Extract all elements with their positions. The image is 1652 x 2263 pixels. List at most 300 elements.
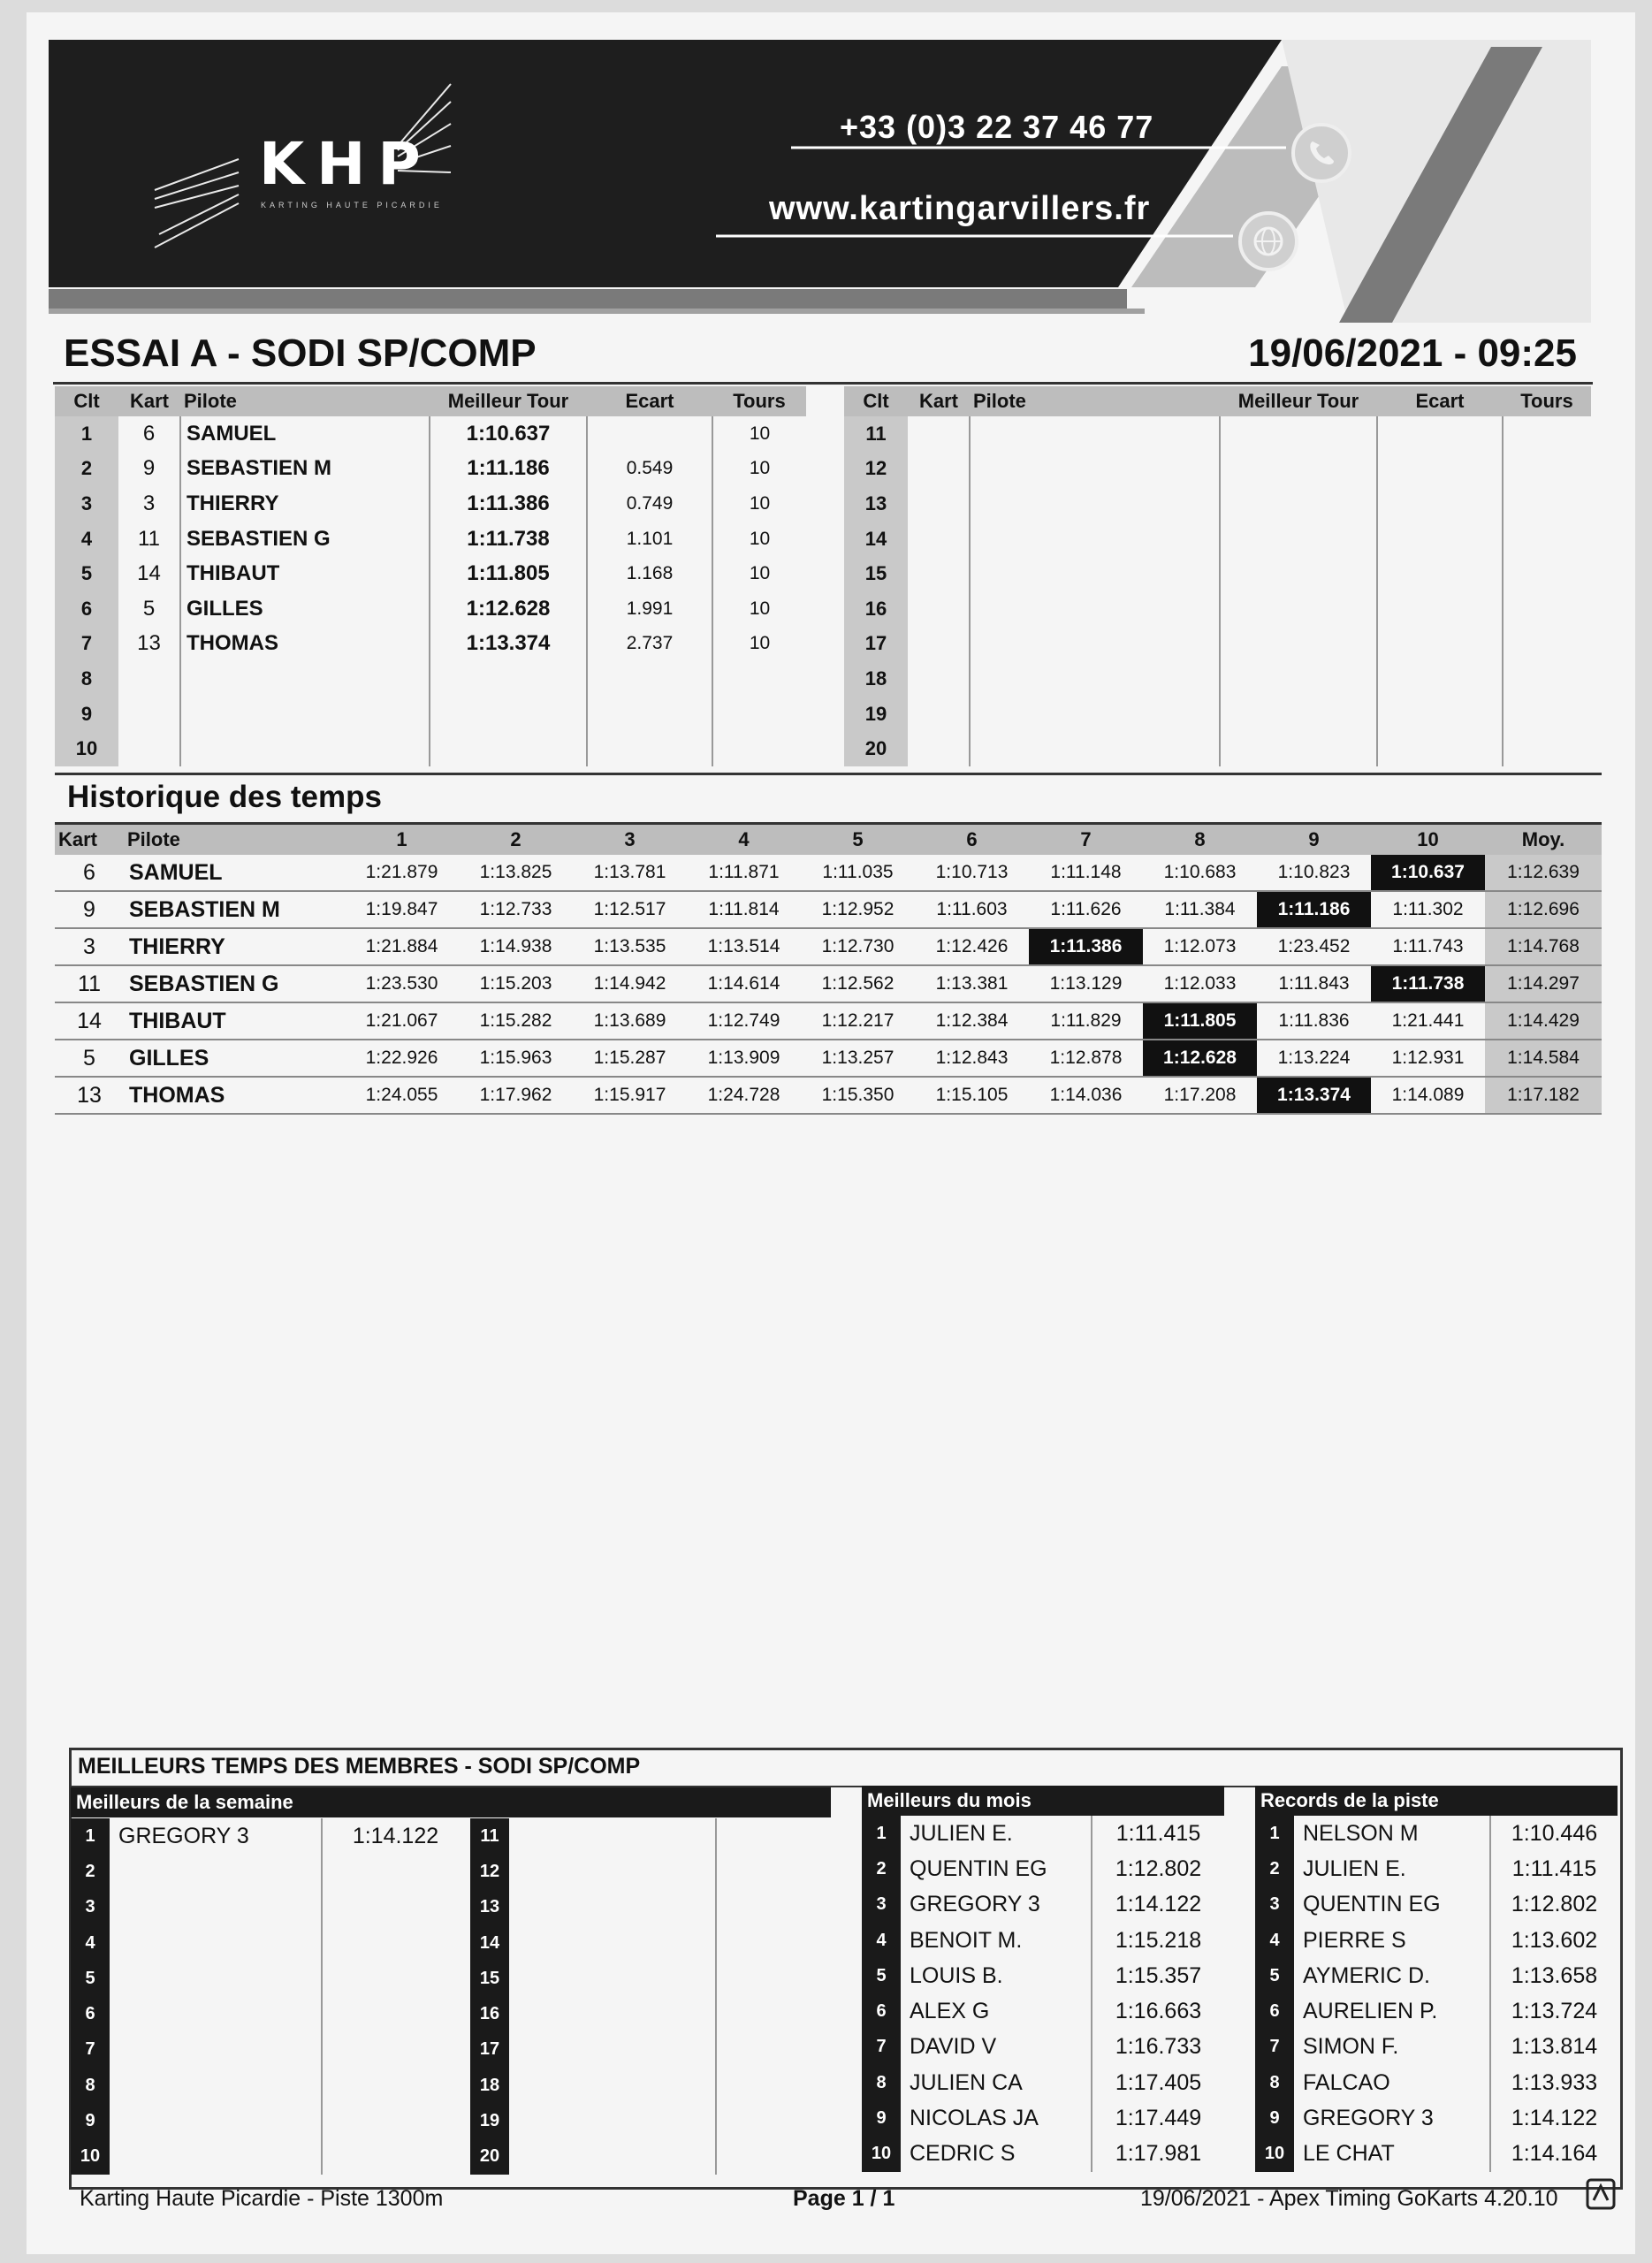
table-row bbox=[55, 697, 806, 732]
list-item bbox=[470, 1961, 831, 1996]
member-time bbox=[716, 1854, 831, 1889]
laps-cell: 10 bbox=[749, 528, 771, 549]
lap-time: 1:12.749 bbox=[687, 1002, 801, 1040]
laps-cell: 10 bbox=[749, 492, 771, 514]
laps-cell bbox=[1503, 416, 1591, 452]
position-cell: 10 bbox=[55, 731, 118, 766]
best-lap-cell bbox=[1220, 486, 1377, 522]
member-time bbox=[322, 1996, 468, 2031]
rank-cell: 3 bbox=[71, 1890, 110, 1925]
lap-time: 1:15.203 bbox=[459, 965, 573, 1002]
member-time: 1:13.724 bbox=[1511, 1999, 1598, 2024]
list-item bbox=[71, 1961, 468, 1996]
col-best-lap: Meilleur Tour bbox=[1220, 386, 1377, 416]
driver-cell bbox=[970, 661, 1220, 697]
member-name: JULIEN E. bbox=[1294, 1851, 1490, 1886]
driver-cell bbox=[970, 697, 1220, 732]
history-col-header: 6 bbox=[915, 825, 1029, 855]
history-col-header: Kart bbox=[55, 825, 124, 855]
history-header-row bbox=[55, 825, 1602, 855]
records-heading: Records de la piste bbox=[1255, 1786, 1618, 1816]
kart-cell: 13 bbox=[55, 1077, 124, 1114]
driver-cell: SEBASTIEN G bbox=[124, 965, 345, 1002]
rank-cell: 7 bbox=[71, 2032, 110, 2068]
rank-cell: 10 bbox=[71, 2139, 110, 2175]
member-time: 1:16.663 bbox=[1115, 1999, 1202, 2024]
rank-cell: 12 bbox=[470, 1854, 509, 1889]
gap-cell bbox=[1377, 486, 1503, 522]
classification-rule bbox=[55, 773, 1602, 775]
lap-time: 1:11.836 bbox=[1257, 1002, 1371, 1040]
rank-cell: 17 bbox=[470, 2032, 509, 2068]
lap-time: 1:15.350 bbox=[801, 1077, 915, 1114]
table-row bbox=[844, 416, 1591, 452]
kart-cell: 5 bbox=[118, 591, 180, 627]
member-time: 1:14.122 bbox=[1115, 1892, 1202, 1917]
lap-time: 1:11.148 bbox=[1029, 855, 1143, 891]
member-name bbox=[509, 1961, 716, 1996]
best-lap-time: 1:11.186 bbox=[1257, 891, 1371, 928]
rank-cell: 8 bbox=[862, 2065, 901, 2100]
lap-time: 1:11.743 bbox=[1371, 928, 1485, 965]
history-row bbox=[55, 891, 1602, 928]
driver-cell: SEBASTIEN G bbox=[180, 522, 430, 557]
lap-time: 1:15.282 bbox=[459, 1002, 573, 1040]
member-time bbox=[322, 2032, 468, 2068]
lap-time: 1:10.683 bbox=[1143, 855, 1257, 891]
lap-time: 1:14.089 bbox=[1371, 1077, 1485, 1114]
kart-cell bbox=[908, 697, 970, 732]
list-item bbox=[862, 2030, 1224, 2065]
lap-time: 1:13.514 bbox=[687, 928, 801, 965]
table-row bbox=[55, 452, 806, 487]
driver-cell: SEBASTIEN M bbox=[180, 452, 430, 487]
member-time bbox=[322, 2068, 468, 2103]
gap-cell bbox=[1377, 731, 1503, 766]
average-time: 1:14.429 bbox=[1485, 1002, 1602, 1040]
list-item bbox=[470, 2139, 831, 2175]
best-lap-cell: 1:11.738 bbox=[430, 522, 587, 557]
member-time: 1:17.405 bbox=[1115, 2069, 1202, 2095]
session-datetime: 19/06/2021 - 09:25 bbox=[1248, 331, 1577, 375]
position-cell: 11 bbox=[844, 416, 908, 452]
position-cell: 18 bbox=[844, 661, 908, 697]
member-name: SIMON F. bbox=[1294, 2030, 1490, 2065]
list-item bbox=[1255, 2100, 1618, 2136]
member-name: JULIEN E. bbox=[901, 1816, 1092, 1851]
position-cell: 13 bbox=[844, 486, 908, 522]
laps-cell: 10 bbox=[749, 423, 771, 444]
kart-cell bbox=[908, 416, 970, 452]
member-time bbox=[716, 1996, 831, 2031]
member-time bbox=[716, 1890, 831, 1925]
lap-time: 1:14.942 bbox=[573, 965, 687, 1002]
driver-cell: THOMAS bbox=[124, 1077, 345, 1114]
history-col-header: 2 bbox=[459, 825, 573, 855]
member-name: LE CHAT bbox=[1294, 2137, 1490, 2172]
member-time: 1:13.814 bbox=[1511, 2034, 1598, 2060]
lap-time: 1:12.384 bbox=[915, 1002, 1029, 1040]
lap-time: 1:10.823 bbox=[1257, 855, 1371, 891]
lap-time: 1:11.814 bbox=[687, 891, 801, 928]
member-name: FALCAO bbox=[1294, 2065, 1490, 2100]
member-time: 1:17.449 bbox=[1115, 2106, 1202, 2131]
member-name bbox=[509, 1854, 716, 1889]
list-item bbox=[1255, 1958, 1618, 1993]
best-lap-cell bbox=[1220, 591, 1377, 627]
gap-cell bbox=[1377, 556, 1503, 591]
member-time bbox=[322, 1925, 468, 1961]
lap-time: 1:12.931 bbox=[1371, 1040, 1485, 1077]
driver-cell: THIERRY bbox=[124, 928, 345, 965]
driver-cell bbox=[970, 627, 1220, 662]
website-link[interactable]: www.kartingarvillers.fr bbox=[769, 190, 1151, 227]
driver-cell bbox=[970, 486, 1220, 522]
list-item bbox=[1255, 1923, 1618, 1958]
member-name: JULIEN CA bbox=[901, 2065, 1092, 2100]
average-time: 1:17.182 bbox=[1485, 1077, 1602, 1114]
table-row bbox=[55, 556, 806, 591]
lap-time: 1:12.426 bbox=[915, 928, 1029, 965]
lap-time: 1:24.728 bbox=[687, 1077, 801, 1114]
driver-cell: GILLES bbox=[124, 1040, 345, 1077]
list-item bbox=[470, 2103, 831, 2138]
list-item bbox=[1255, 1851, 1618, 1886]
lap-time: 1:10.713 bbox=[915, 855, 1029, 891]
laps-cell bbox=[712, 731, 806, 766]
list-item bbox=[470, 2032, 831, 2068]
gap-cell bbox=[587, 416, 712, 452]
average-time: 1:14.297 bbox=[1485, 965, 1602, 1002]
rank-cell: 20 bbox=[470, 2139, 509, 2175]
driver-cell bbox=[970, 522, 1220, 557]
list-item bbox=[71, 2139, 468, 2175]
gap-cell bbox=[1377, 661, 1503, 697]
list-item bbox=[862, 1887, 1224, 1923]
kart-cell: 5 bbox=[55, 1040, 124, 1077]
lap-time: 1:23.530 bbox=[345, 965, 459, 1002]
best-lap-time: 1:11.738 bbox=[1371, 965, 1485, 1002]
kart-cell bbox=[118, 697, 180, 732]
week-table-right bbox=[470, 1818, 831, 2175]
list-item bbox=[862, 1923, 1224, 1958]
member-time bbox=[322, 1961, 468, 1996]
rank-cell: 3 bbox=[1255, 1887, 1294, 1923]
history-row bbox=[55, 1040, 1602, 1077]
lap-history-table bbox=[55, 825, 1602, 1115]
laps-cell bbox=[1503, 486, 1591, 522]
rank-cell: 7 bbox=[1255, 2030, 1294, 2065]
member-name: NICOLAS JA bbox=[901, 2100, 1092, 2136]
list-item bbox=[71, 1818, 468, 1854]
rank-cell: 5 bbox=[862, 1958, 901, 1993]
best-lap-cell bbox=[1220, 416, 1377, 452]
driver-cell bbox=[180, 661, 430, 697]
gap-cell bbox=[1377, 697, 1503, 732]
member-name: QUENTIN EG bbox=[1294, 1887, 1490, 1923]
list-item bbox=[470, 1925, 831, 1961]
gap-cell bbox=[587, 731, 712, 766]
col-clt: Clt bbox=[55, 386, 118, 416]
table-row bbox=[844, 486, 1591, 522]
member-name: GREGORY 3 bbox=[1294, 2100, 1490, 2136]
kart-cell: 6 bbox=[55, 855, 124, 891]
footer-software: 19/06/2021 - Apex Timing GoKarts 4.20.10 bbox=[1140, 2186, 1558, 2211]
gap-cell bbox=[1377, 627, 1503, 662]
best-lap-time: 1:11.386 bbox=[1029, 928, 1143, 965]
driver-cell bbox=[180, 697, 430, 732]
member-time: 1:17.981 bbox=[1115, 2141, 1202, 2167]
history-row bbox=[55, 855, 1602, 891]
list-item bbox=[862, 1816, 1224, 1851]
member-name: AYMERIC D. bbox=[1294, 1958, 1490, 1993]
table-row bbox=[844, 661, 1591, 697]
member-time: 1:11.415 bbox=[1115, 1820, 1201, 1846]
col-gap: Ecart bbox=[587, 386, 712, 416]
table-row bbox=[844, 697, 1591, 732]
laps-cell bbox=[1503, 591, 1591, 627]
member-time: 1:13.933 bbox=[1511, 2069, 1598, 2095]
kart-cell bbox=[908, 486, 970, 522]
lap-time: 1:11.302 bbox=[1371, 891, 1485, 928]
best-lap-cell bbox=[1220, 697, 1377, 732]
position-cell: 8 bbox=[55, 661, 118, 697]
member-time: 1:14.164 bbox=[1511, 2141, 1598, 2167]
driver-cell: THIERRY bbox=[180, 486, 430, 522]
best-lap-cell: 1:11.186 bbox=[430, 452, 587, 487]
footer-track: Karting Haute Picardie - Piste 1300m bbox=[80, 2186, 444, 2211]
member-time: 1:16.733 bbox=[1115, 2034, 1202, 2060]
list-item bbox=[470, 1890, 831, 1925]
apex-logo-icon bbox=[1585, 2177, 1617, 2211]
rank-cell: 1 bbox=[71, 1818, 110, 1854]
lap-time: 1:13.129 bbox=[1029, 965, 1143, 1002]
member-name: CEDRIC S bbox=[901, 2137, 1092, 2172]
table-row bbox=[55, 486, 806, 522]
lap-time: 1:15.287 bbox=[573, 1040, 687, 1077]
laps-cell bbox=[1503, 452, 1591, 487]
table-row bbox=[55, 661, 806, 697]
gap-cell bbox=[587, 661, 712, 697]
kart-cell: 3 bbox=[55, 928, 124, 965]
rank-cell: 2 bbox=[71, 1854, 110, 1889]
table-row bbox=[844, 452, 1591, 487]
classification-header-row bbox=[55, 386, 806, 416]
member-name: AURELIEN P. bbox=[1294, 1993, 1490, 2029]
best-lap-cell: 1:12.628 bbox=[430, 591, 587, 627]
rank-cell: 3 bbox=[862, 1887, 901, 1923]
lap-time: 1:12.878 bbox=[1029, 1040, 1143, 1077]
col-gap: Ecart bbox=[1377, 386, 1503, 416]
history-col-header: 9 bbox=[1257, 825, 1371, 855]
rank-cell: 2 bbox=[862, 1851, 901, 1886]
lap-time: 1:12.073 bbox=[1143, 928, 1257, 965]
logo-subtitle: KARTING HAUTE PICARDIE bbox=[261, 201, 443, 210]
best-lap-time: 1:11.805 bbox=[1143, 1002, 1257, 1040]
kart-cell bbox=[908, 591, 970, 627]
list-item bbox=[71, 1890, 468, 1925]
rank-cell: 13 bbox=[470, 1890, 509, 1925]
history-row bbox=[55, 1002, 1602, 1040]
member-name: GREGORY 3 bbox=[901, 1887, 1092, 1923]
history-col-header: 10 bbox=[1371, 825, 1485, 855]
col-laps: Tours bbox=[1503, 386, 1591, 416]
laps-cell: 10 bbox=[749, 563, 771, 584]
list-item bbox=[1255, 1816, 1618, 1851]
lap-time: 1:13.535 bbox=[573, 928, 687, 965]
table-row bbox=[844, 522, 1591, 557]
driver-cell bbox=[970, 591, 1220, 627]
member-name bbox=[509, 1925, 716, 1961]
best-lap-time: 1:13.374 bbox=[1257, 1077, 1371, 1114]
position-cell: 15 bbox=[844, 556, 908, 591]
laps-cell bbox=[712, 697, 806, 732]
kart-cell bbox=[118, 661, 180, 697]
best-lap-cell: 1:11.805 bbox=[430, 556, 587, 591]
member-name bbox=[509, 1818, 716, 1854]
driver-cell: THIBAUT bbox=[124, 1002, 345, 1040]
history-col-header: 8 bbox=[1143, 825, 1257, 855]
list-item bbox=[71, 1854, 468, 1889]
position-cell: 16 bbox=[844, 591, 908, 627]
week-table-left bbox=[71, 1818, 468, 2175]
list-item bbox=[470, 1818, 831, 1854]
laps-cell: 10 bbox=[749, 633, 771, 654]
member-name bbox=[110, 2032, 322, 2068]
rank-cell: 8 bbox=[71, 2068, 110, 2103]
month-table bbox=[862, 1816, 1224, 2172]
driver-cell bbox=[970, 452, 1220, 487]
rank-cell: 4 bbox=[1255, 1923, 1294, 1958]
kart-cell bbox=[908, 661, 970, 697]
rank-cell: 9 bbox=[71, 2103, 110, 2138]
position-cell: 4 bbox=[55, 522, 118, 557]
gap-cell bbox=[1377, 522, 1503, 557]
gap-cell: 0.549 bbox=[587, 452, 712, 487]
phone-number[interactable]: +33 (0)3 22 37 46 77 bbox=[840, 109, 1154, 145]
member-time: 1:15.218 bbox=[1115, 1927, 1202, 1953]
lap-time: 1:15.105 bbox=[915, 1077, 1029, 1114]
best-lap-cell bbox=[430, 731, 587, 766]
member-name: PIERRE S bbox=[1294, 1923, 1490, 1958]
col-kart: Kart bbox=[908, 386, 970, 416]
table-row bbox=[55, 731, 806, 766]
history-col-header: 5 bbox=[801, 825, 915, 855]
gap-cell: 2.737 bbox=[587, 627, 712, 662]
member-time bbox=[716, 2032, 831, 2068]
member-name bbox=[110, 1854, 322, 1889]
lap-time: 1:24.055 bbox=[345, 1077, 459, 1114]
history-row bbox=[55, 1077, 1602, 1114]
gap-cell: 0.749 bbox=[587, 486, 712, 522]
gap-cell bbox=[1377, 591, 1503, 627]
laps-cell bbox=[1503, 697, 1591, 732]
driver-cell: SAMUEL bbox=[124, 855, 345, 891]
table-row bbox=[55, 591, 806, 627]
rank-cell: 14 bbox=[470, 1925, 509, 1961]
driver-cell: THIBAUT bbox=[180, 556, 430, 591]
lap-time: 1:12.843 bbox=[915, 1040, 1029, 1077]
lap-time: 1:13.825 bbox=[459, 855, 573, 891]
member-name bbox=[509, 1996, 716, 2031]
lap-time: 1:11.603 bbox=[915, 891, 1029, 928]
position-cell: 12 bbox=[844, 452, 908, 487]
member-time bbox=[716, 2103, 831, 2138]
member-time bbox=[716, 2139, 831, 2175]
list-item bbox=[1255, 2137, 1618, 2172]
best-lap-cell: 1:10.637 bbox=[430, 416, 587, 452]
rank-cell: 5 bbox=[1255, 1958, 1294, 1993]
list-item bbox=[1255, 2065, 1618, 2100]
history-col-header: 1 bbox=[345, 825, 459, 855]
driver-cell bbox=[180, 731, 430, 766]
session-title: ESSAI A - SODI SP/COMP bbox=[64, 331, 537, 375]
col-best-lap: Meilleur Tour bbox=[430, 386, 587, 416]
table-row bbox=[55, 416, 806, 452]
rank-cell: 1 bbox=[1255, 1816, 1294, 1851]
lap-time: 1:13.909 bbox=[687, 1040, 801, 1077]
member-name: DAVID V bbox=[901, 2030, 1092, 2065]
records-table bbox=[1255, 1816, 1618, 2172]
member-time: 1:12.802 bbox=[1115, 1855, 1202, 1881]
list-item bbox=[71, 2032, 468, 2068]
member-name bbox=[509, 2068, 716, 2103]
table-row bbox=[55, 522, 806, 557]
kart-cell: 13 bbox=[118, 627, 180, 662]
best-lap-cell bbox=[1220, 452, 1377, 487]
position-cell: 19 bbox=[844, 697, 908, 732]
title-rule bbox=[53, 382, 1593, 385]
lap-time: 1:14.614 bbox=[687, 965, 801, 1002]
list-item bbox=[862, 2137, 1224, 2172]
driver-cell bbox=[970, 556, 1220, 591]
history-col-header: 7 bbox=[1029, 825, 1143, 855]
member-name: GREGORY 3 bbox=[110, 1818, 322, 1854]
best-lap-time: 1:12.628 bbox=[1143, 1040, 1257, 1077]
member-name bbox=[110, 1925, 322, 1961]
lap-time: 1:12.217 bbox=[801, 1002, 915, 1040]
lap-time: 1:11.871 bbox=[687, 855, 801, 891]
member-time bbox=[322, 2103, 468, 2138]
rank-cell: 9 bbox=[1255, 2100, 1294, 2136]
list-item bbox=[1255, 2030, 1618, 2065]
member-time: 1:13.658 bbox=[1511, 1962, 1598, 1988]
gap-cell bbox=[1377, 452, 1503, 487]
list-item bbox=[862, 2065, 1224, 2100]
average-time: 1:14.768 bbox=[1485, 928, 1602, 965]
header-banner bbox=[49, 40, 1591, 323]
member-name bbox=[509, 2032, 716, 2068]
kart-cell: 6 bbox=[118, 416, 180, 452]
member-name: ALEX G bbox=[901, 1993, 1092, 2029]
member-time: 1:15.357 bbox=[1115, 1962, 1202, 1988]
list-item bbox=[862, 1958, 1224, 1993]
rank-cell: 6 bbox=[71, 1996, 110, 2031]
table-row bbox=[844, 627, 1591, 662]
lap-time: 1:12.733 bbox=[459, 891, 573, 928]
member-name: NELSON M bbox=[1294, 1816, 1490, 1851]
history-row bbox=[55, 928, 1602, 965]
best-lap-cell bbox=[1220, 661, 1377, 697]
lap-time: 1:13.689 bbox=[573, 1002, 687, 1040]
position-cell: 3 bbox=[55, 486, 118, 522]
lap-time: 1:17.962 bbox=[459, 1077, 573, 1114]
best-lap-cell: 1:11.386 bbox=[430, 486, 587, 522]
rank-cell: 4 bbox=[862, 1923, 901, 1958]
member-time: 1:14.122 bbox=[1511, 2106, 1598, 2131]
rank-cell: 4 bbox=[71, 1925, 110, 1961]
list-item bbox=[71, 1996, 468, 2031]
